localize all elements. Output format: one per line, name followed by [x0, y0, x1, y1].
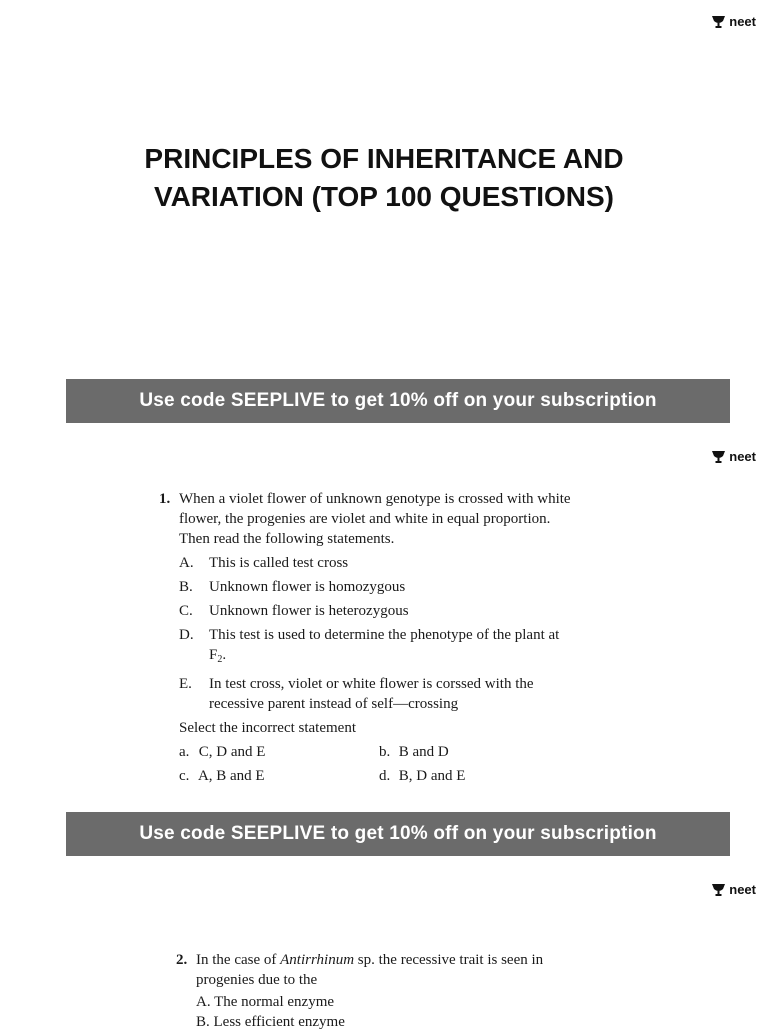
neet-logo — [711, 882, 756, 897]
statement-text: This is called test cross — [209, 555, 349, 571]
neet-logo — [711, 14, 756, 29]
statement-text-main: This test is used to determine the phenotype of the plant at F — [209, 627, 560, 663]
option-text: C, D and E — [198, 744, 266, 760]
answer-options — [196, 992, 588, 1032]
brand-name: neet — [729, 449, 756, 464]
statement-key: B. — [179, 579, 193, 595]
answer-options — [179, 742, 579, 786]
question-stem — [159, 489, 579, 549]
statement-item — [179, 625, 579, 670]
document-title — [0, 140, 768, 216]
brand-name: neet — [729, 14, 756, 29]
statement-text: Unknown flower is homozygous — [209, 579, 406, 595]
statement-item — [179, 674, 579, 714]
stem-part: sp. the recessive trait is seen in progenies due to the — [196, 952, 544, 988]
option-key: b. — [379, 744, 391, 760]
question-2 — [176, 950, 588, 1032]
subscript: 2 — [217, 654, 223, 665]
option-text: Less efficient enzyme — [213, 1014, 345, 1030]
option-key: d. — [379, 768, 391, 784]
statement-text-end: . — [222, 647, 227, 663]
option-item — [179, 742, 379, 762]
option-text: B and D — [398, 744, 449, 760]
option-text: B, D and E — [398, 768, 466, 784]
neet-logo — [711, 449, 756, 464]
option-item — [196, 992, 588, 1012]
stem-part: In the case of — [196, 952, 281, 968]
statement-text — [209, 625, 579, 670]
trophy-icon — [711, 450, 726, 464]
option-text: A, B and E — [197, 768, 265, 784]
option-key: a. — [179, 744, 190, 760]
title-line-2: VARIATION (TOP 100 QUESTIONS) — [153, 181, 614, 212]
statement-key: A. — [179, 555, 194, 571]
option-key: A. — [196, 994, 211, 1010]
promo-banner: Use code SEEPLIVE to get 10% off on your subscription — [66, 379, 730, 423]
statement-key: E. — [179, 676, 192, 692]
statement-text: Unknown flower is heterozygous — [209, 603, 409, 619]
option-text: The normal enzyme — [214, 994, 335, 1010]
option-item — [379, 766, 579, 786]
option-item — [196, 1012, 588, 1032]
question-number: 2. — [176, 952, 188, 968]
question-text — [196, 952, 543, 988]
trophy-icon — [711, 883, 726, 897]
statement-key: C. — [179, 603, 193, 619]
statement-text: In test cross, violet or white flower is corssed with the recessive parent instead of self—crossing — [209, 676, 534, 712]
question-prompt: Select the incorrect statement — [179, 720, 357, 736]
title-line-1: PRINCIPLES OF INHERITANCE AND — [144, 143, 624, 174]
option-item — [379, 742, 579, 762]
question-1 — [159, 489, 579, 786]
trophy-icon — [711, 15, 726, 29]
brand-name: neet — [729, 882, 756, 897]
option-key: B. — [196, 1014, 210, 1030]
question-text: When a violet flower of unknown genotype is crossed with white flower, the progenies are violet and white in equal proportion. Then read the following statements. — [179, 491, 571, 547]
option-key: c. — [179, 768, 190, 784]
species-name: Antirrhinum — [280, 952, 355, 968]
statement-item — [179, 577, 579, 597]
question-number: 1. — [159, 491, 171, 507]
option-item — [179, 766, 379, 786]
statement-item — [179, 553, 579, 573]
statement-item — [179, 601, 579, 621]
statement-list — [179, 553, 579, 714]
promo-banner: Use code SEEPLIVE to get 10% off on your subscription — [66, 812, 730, 856]
question-stem — [176, 950, 588, 990]
statement-key: D. — [179, 627, 194, 643]
